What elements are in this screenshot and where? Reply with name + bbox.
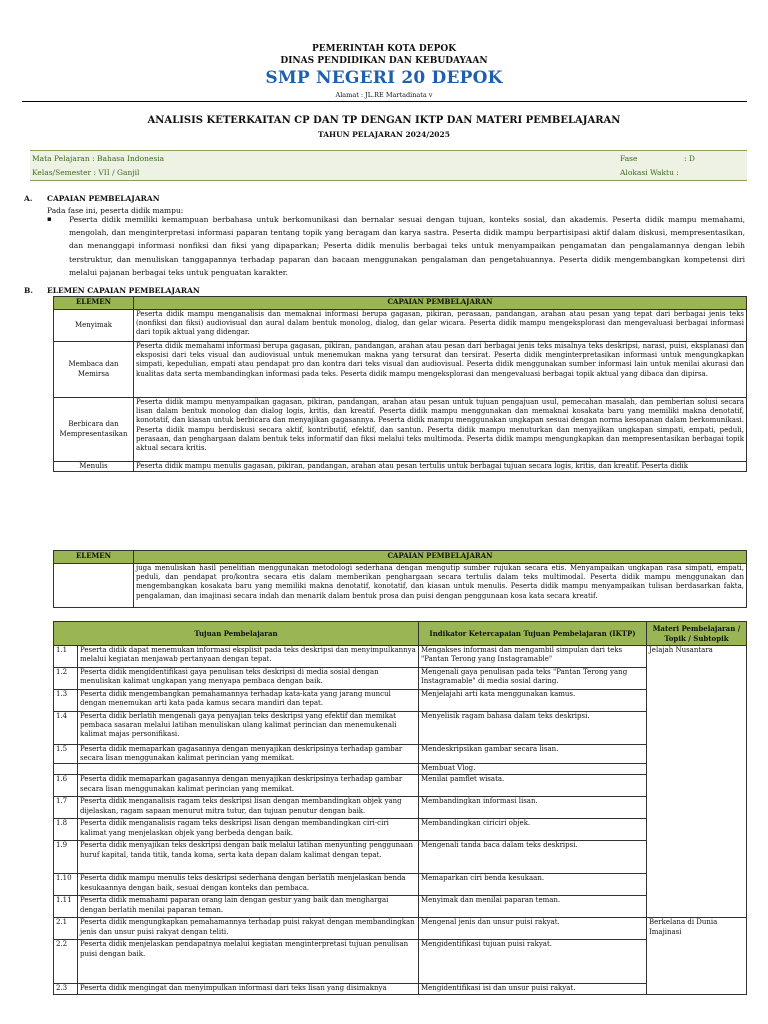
iktp-text: Mengidentifikasi isi dan unsur puisi rakyat.: [419, 984, 647, 995]
tp-text: Peserta didik dapat menemukan informasi eksplisit pada teks deskripsi dan menyimpulkannya melalui kegiatan menjawab pertanyaan dengan tepat.: [78, 646, 419, 668]
tp-number: 1.5: [54, 745, 78, 764]
header-materi: Materi Pembelajaran / Topik / Subtopik: [647, 622, 747, 646]
table-row: [54, 764, 747, 775]
materi-text: Jelajah Nusantara: [647, 646, 747, 918]
section-b-letter: B.: [24, 286, 33, 295]
iktp-text: Mengenal jenis dan unsur puisi rakyat.: [419, 918, 647, 940]
iktp-text: Mengidentifikasi tujuan puisi rakyat.: [419, 940, 647, 984]
tp-number: 1.4: [54, 712, 78, 745]
iktp-text: Memaparkan ciri benda kesukaan.: [419, 874, 647, 896]
iktp-text: Membandingkan informasi lisan.: [419, 797, 647, 819]
element-name: Menyimak: [54, 310, 134, 342]
iktp-text: Menjelajahi arti kata menggunakan kamus.: [419, 690, 647, 712]
document-title: ANALISIS KETERKAITAN CP DAN TP DENGAN IKTP DAN MATERI PEMBELAJARAN: [147, 115, 621, 126]
tp-number: 1.7: [54, 797, 78, 819]
school-address: Alamat : JL.RE Martadinata v: [335, 91, 433, 99]
cp-element-table-continued: [53, 550, 747, 608]
tp-text: Peserta didik memaparkan gagasannya dengan menyajikan deskripsinya terhadap gambar secara lisan menggunakan kalimat perincian yang memikat.: [78, 745, 419, 764]
section-a-letter: A.: [24, 194, 33, 203]
school-name: SMP NEGERI 20 DEPOK: [265, 68, 503, 88]
iktp-text: Mendeskripsikan gambar secara lisan.: [419, 745, 647, 764]
tp-text: Peserta didik memahami paparan orang lain dengan gestur yang baik dan menghargai dengan berlatih menilai paparan teman.: [78, 896, 419, 918]
header-department: DINAS PENDIDIKAN DAN KEBUDAYAAN: [280, 56, 488, 66]
header-capaian: CAPAIAN PEMBELAJARAN: [134, 297, 747, 310]
table-header-row: [54, 551, 747, 564]
iktp-text: Menyimak dan menilai paparan teman.: [419, 896, 647, 918]
tp-text: Peserta didik berlatih mengenali gaya penyajian teks deskripsi yang efektif dan memikat pembaca sasaran melalui latihan menuliskan ulang kalimat perincian dan menemukenali kalimat majas personifikasi.: [78, 712, 419, 745]
header-capaian: CAPAIAN PEMBELAJARAN: [134, 551, 747, 564]
table-row: [54, 775, 747, 797]
tp-text: Peserta didik memaparkan gagasannya dengan menyajikan deskripsinya terhadap gambar secara lisan menggunakan kalimat perincian yang memikat.: [78, 775, 419, 797]
table-row: [54, 841, 747, 874]
table-row: [54, 462, 747, 472]
tp-text: Peserta didik mengidentifikasi gaya penulisan teks deskripsi di media sosial dengan menuliskan kalimat ungkapan yang menyapa pembaca dengan baik.: [78, 668, 419, 690]
table-row: [54, 668, 747, 690]
tp-text: Peserta didik menganalisis ragam teks deskripsi lisan dengan membandingkan ciri-ciri kalimat yang menjelaskan objek yang berbeda dengan baik.: [78, 819, 419, 841]
element-name-empty: [54, 564, 134, 608]
tp-number: [54, 764, 78, 775]
class-semester-label: Kelas/Semester : VII / Ganjil: [32, 168, 140, 177]
table-row: [54, 918, 747, 940]
iktp-text: Mengakses informasi dan mengambil simpulan dari teks "Pantan Terong yang Instagramable": [419, 646, 647, 668]
phase-value: : D: [684, 154, 695, 163]
element-name: Membaca dan Memirsa: [54, 342, 134, 398]
element-cp: Peserta didik mampu menulis gagasan, pikiran, pandangan, arahan atau pesan tertulis untuk berbagai tujuan secara logis, kritis, dan kreatif. Peserta didik: [134, 462, 747, 472]
tp-number: 2.2: [54, 940, 78, 984]
tp-number: 1.11: [54, 896, 78, 918]
table-row: [54, 310, 747, 342]
element-cp: Peserta didik memahami informasi berupa gagasan, pikiran, pandangan, arahan atau pesan dari berbagai jenis teks misalnya teks deskripsi, narasi, puisi, eksplanasi dan eksposisi dari teks visual dan audiovisual untuk menemukan makna yang tersurat dan tersirat. Peserta didik menginterpretasikan informasi untuk mengungkapkan simpati, kepedulian, empati atau pendapat pro dan kontra dari teks visual dan audiovisual. Peserta didik menggunakan sumber informasi lain untuk menilai akurasi dan kualitas data serta membandingkan informasi pada teks. Peserta didik mampu mengeksplorasi dan mengevaluasi berbagai topik aktual yang dibaca dan dipirsa.: [134, 342, 747, 398]
table-header-row: [54, 622, 747, 646]
header-divider: [22, 101, 747, 102]
iktp-text: Membuat Vlog.: [419, 764, 647, 775]
table-row: [54, 874, 747, 896]
tp-text: Peserta didik mampu menulis teks deskripsi sederhana dengan berlatih menjelaskan benda kesukaannya dengan baik, sesuai dengan konteks dan pembaca.: [78, 874, 419, 896]
tp-number: 1.1: [54, 646, 78, 668]
table-row: [54, 690, 747, 712]
subject-info-bar: [30, 150, 747, 181]
phase-label: Fase: [620, 154, 638, 163]
header-government: PEMERINTAH KOTA DEPOK: [311, 44, 457, 54]
iktp-text: Menilai pamflet wisata.: [419, 775, 647, 797]
table-row: [54, 745, 747, 764]
tp-text: Peserta didik mengingat dan menyimpulkan informasi dari teks lisan yang disimaknya: [78, 984, 419, 995]
table-row: [54, 940, 747, 984]
tp-number: 1.6: [54, 775, 78, 797]
header-elemen: ELEMEN: [54, 297, 134, 310]
iktp-text: Mengenali tanda baca dalam teks deskripsi.: [419, 841, 647, 874]
table-row: [54, 896, 747, 918]
table-row: [54, 342, 747, 398]
table-row: [54, 646, 747, 668]
section-a-title: CAPAIAN PEMBELAJARAN: [47, 194, 160, 203]
element-name: Berbicara dan Mempresentasikan: [54, 398, 134, 462]
table-row: [54, 797, 747, 819]
header-tujuan: Tujuan Pembelajaran: [54, 622, 419, 646]
table-row: [54, 564, 747, 608]
tp-text: Peserta didik menjelaskan pendapatnya melalui kegiatan menginterpretasi tujuan penulisan puisi dengan baik.: [78, 940, 419, 984]
time-allocation-label: Alokasi Waktu :: [620, 168, 679, 177]
table-row: [54, 712, 747, 745]
cp-element-table: [53, 296, 747, 472]
header-elemen: ELEMEN: [54, 551, 134, 564]
iktp-text: Mengenali gaya penulisan pada teks "Pantan Terong yang Instagramable" di media sosial daring.: [419, 668, 647, 690]
section-a-intro: Pada fase ini, peserta didik mampu:: [47, 206, 184, 215]
tp-number: 1.3: [54, 690, 78, 712]
table-row: [54, 819, 747, 841]
tp-number: 1.9: [54, 841, 78, 874]
element-cp: juga menuliskan hasil penelitian menggunakan metodologi sederhana dengan mengutip sumber rujukan secara etis. Menyampaikan ungkapan rasa simpati, empati, peduli, dan pendapat pro/kontra secara etis dalam memberikan penghargaan secara tertulis dalam teks multimodal. Peserta didik mampu menggunakan dan mengembangkan kosakata baru yang memiliki makna denotatif, konotatif, dan kiasan untuk menulis. Peserta didik mampu menyampaikan tulisan berdasarkan fakta, pengalaman, dan imajinasi secara indah dan menarik dalam bentuk prosa dan puisi dengan penggunaan kosa kata secara kreatif.: [134, 564, 747, 608]
section-b-title: ELEMEN CAPAIAN PEMBELAJARAN: [47, 286, 200, 295]
iktp-text: Menyelisik ragam bahasa dalam teks deskripsi.: [419, 712, 647, 745]
tp-number: 2.1: [54, 918, 78, 940]
element-name: Menulis: [54, 462, 134, 472]
table-row: [54, 398, 747, 462]
tp-number: 1.2: [54, 668, 78, 690]
tp-iktp-table: [53, 621, 747, 995]
bullet-icon: ▪: [47, 215, 52, 223]
section-a-paragraph: Peserta didik memiliki kemampuan berbahasa untuk berkomunikasi dan bernalar sesuai dengan tujuan, konteks sosial, dan akademis. Peserta didik mampu memahami, mengolah, dan menginterpretasi informasi paparan tentang topik yang beragam dan karya sastra. Peserta didik mampu berpartisipasi aktif dalam diskusi, mempresentasikan, dan menanggapi informasi nonfiksi dan fiksi yang dipaparkan; Peserta didik menulis berbagai teks untuk menyampaikan pengamatan dan pengalamannya dengan lebih terstruktur, dan menuliskan tanggapannya terhadap paparan dan bacaan menggunakan pengalaman dan pengetahuannya. Peserta didik mengembangkan kompetensi diri melalui pajanan berbagai teks untuk penguatan karakter.: [69, 215, 745, 277]
tp-text: Peserta didik mengungkapkan pemahamannya terhadap puisi rakyat dengan membandingkan jenis dan unsur puisi rakyat dengan teliti.: [78, 918, 419, 940]
academic-year: TAHUN PELAJARAN 2024/2025: [318, 130, 450, 139]
tp-number: 2.3: [54, 984, 78, 995]
tp-number: 1.10: [54, 874, 78, 896]
tp-text: Peserta didik menyajikan teks deskripsi dengan baik melalui latihan menyunting penggunaan huruf kapital, tanda titik, tanda koma, serta kata depan dalam kalimat dengan tepat.: [78, 841, 419, 874]
tp-number: 1.8: [54, 819, 78, 841]
table-row: [54, 984, 747, 995]
subject-label: Mata Pelajaran : Bahasa Indonesia: [32, 154, 165, 163]
tp-text: Peserta didik menganalisis ragam teks deskripsi lisan dengan membandingkan objek yang dijelaskan, ragam sapaan menurut mitra tutur, dan tujuan penutur dengan baik.: [78, 797, 419, 819]
header-iktp: Indikator Ketercapaian Tujuan Pembelajaran (IKTP): [419, 622, 647, 646]
table-header-row: [54, 297, 747, 310]
tp-text: Peserta didik mengembangkan pemahamannya terhadap kata-kata yang jarang muncul dengan menemukan arti kata pada kamus secara mandiri dan tepat.: [78, 690, 419, 712]
tp-text: [78, 764, 419, 775]
iktp-text: Membandingkan ciriciri objek.: [419, 819, 647, 841]
element-cp: Peserta didik mampu menganalisis dan memaknai informasi berupa gagasan, pikiran, perasaan, pandangan, arahan atau pesan yang tepat dari berbagai jenis teks (nonfiksi dan fiksi) audiovisual dan aural dalam bentuk monolog, dialog, dan gelar wicara. Peserta didik mampu mengeksplorasi dan mengevaluasi berbagai informasi dari topik aktual yang didengar.: [134, 310, 747, 342]
element-cp: Peserta didik mampu menyampaikan gagasan, pikiran, pandangan, arahan atau pesan untuk tujuan pengajuan usul, pemecahan masalah, dan pemberian solusi secara lisan dalam bentuk monolog dan dialog logis, kritis, dan kreatif. Peserta didik mampu menggunakan dan memaknai kosakata baru yang memiliki makna denotatif, konotatif, dan kiasan untuk berbicara dan menyajikan gagasannya. Peserta didik mampu menggunakan ungkapan sesuai dengan norma kesopanan dalam berkomunikasi. Peserta didik mampu berdiskusi secara aktif, kontributif, efektif, dan santun. Peserta didik mampu menuturkan dan menyajikan ungkapan simpati, empati, peduli, perasaan, dan penghargaan dalam bentuk teks informatif dan fiksi melalui teks multimoda. Peserta didik mampu mengungkapkan dan mempresentasikan berbagai topik aktual secara kritis.: [134, 398, 747, 462]
materi-text: Berkelana di Dunia Imajinasi: [647, 918, 747, 995]
